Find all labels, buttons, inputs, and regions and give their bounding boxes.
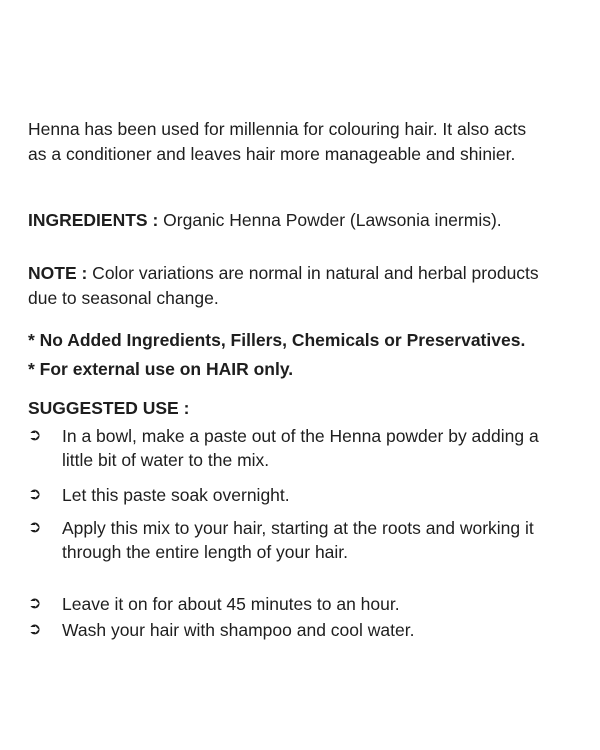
step-text: Apply this mix to your hair, starting at the roots and working it through the entire length of your hair. — [62, 518, 534, 562]
arrow-bullet-icon: ➲ — [28, 486, 42, 503]
step-text: Wash your hair with shampoo and cool water. — [62, 620, 415, 640]
ingredients-label: INGREDIENTS : — [28, 210, 159, 230]
note-label: NOTE : — [28, 263, 88, 283]
warning-no-additives: * No Added Ingredients, Fillers, Chemicals or Preservatives. — [28, 330, 526, 350]
suggested-use-step — [28, 618, 568, 642]
ingredients-line — [28, 208, 588, 233]
arrow-bullet-icon: ➲ — [28, 427, 42, 444]
note-paragraph — [28, 261, 548, 311]
warnings-block — [28, 326, 598, 384]
arrow-bullet-icon: ➲ — [28, 621, 42, 638]
step-text: In a bowl, make a paste out of the Henna powder by adding a little bit of water to the mix. — [62, 426, 539, 470]
intro-paragraph: Henna has been used for millennia for colouring hair. It also acts as a conditioner and leaves hair more manageable and shinier. — [28, 119, 527, 164]
note-value: Color variations are normal in natural and herbal products due to seasonal change. — [28, 263, 539, 308]
warning-external-use: * For external use on HAIR only. — [28, 359, 294, 379]
suggested-use-step — [28, 424, 568, 472]
ingredients-value: Organic Henna Powder (Lawsonia inermis). — [158, 210, 502, 230]
arrow-bullet-icon: ➲ — [28, 519, 42, 536]
arrow-bullet-icon: ➲ — [28, 595, 42, 612]
suggested-use-step — [28, 516, 568, 564]
step-text: Let this paste soak overnight. — [62, 485, 290, 505]
suggested-use-title: SUGGESTED USE : — [28, 398, 190, 418]
suggested-use-step — [28, 483, 568, 507]
suggested-use-step — [28, 592, 568, 616]
step-text: Leave it on for about 45 minutes to an hour. — [62, 594, 400, 614]
